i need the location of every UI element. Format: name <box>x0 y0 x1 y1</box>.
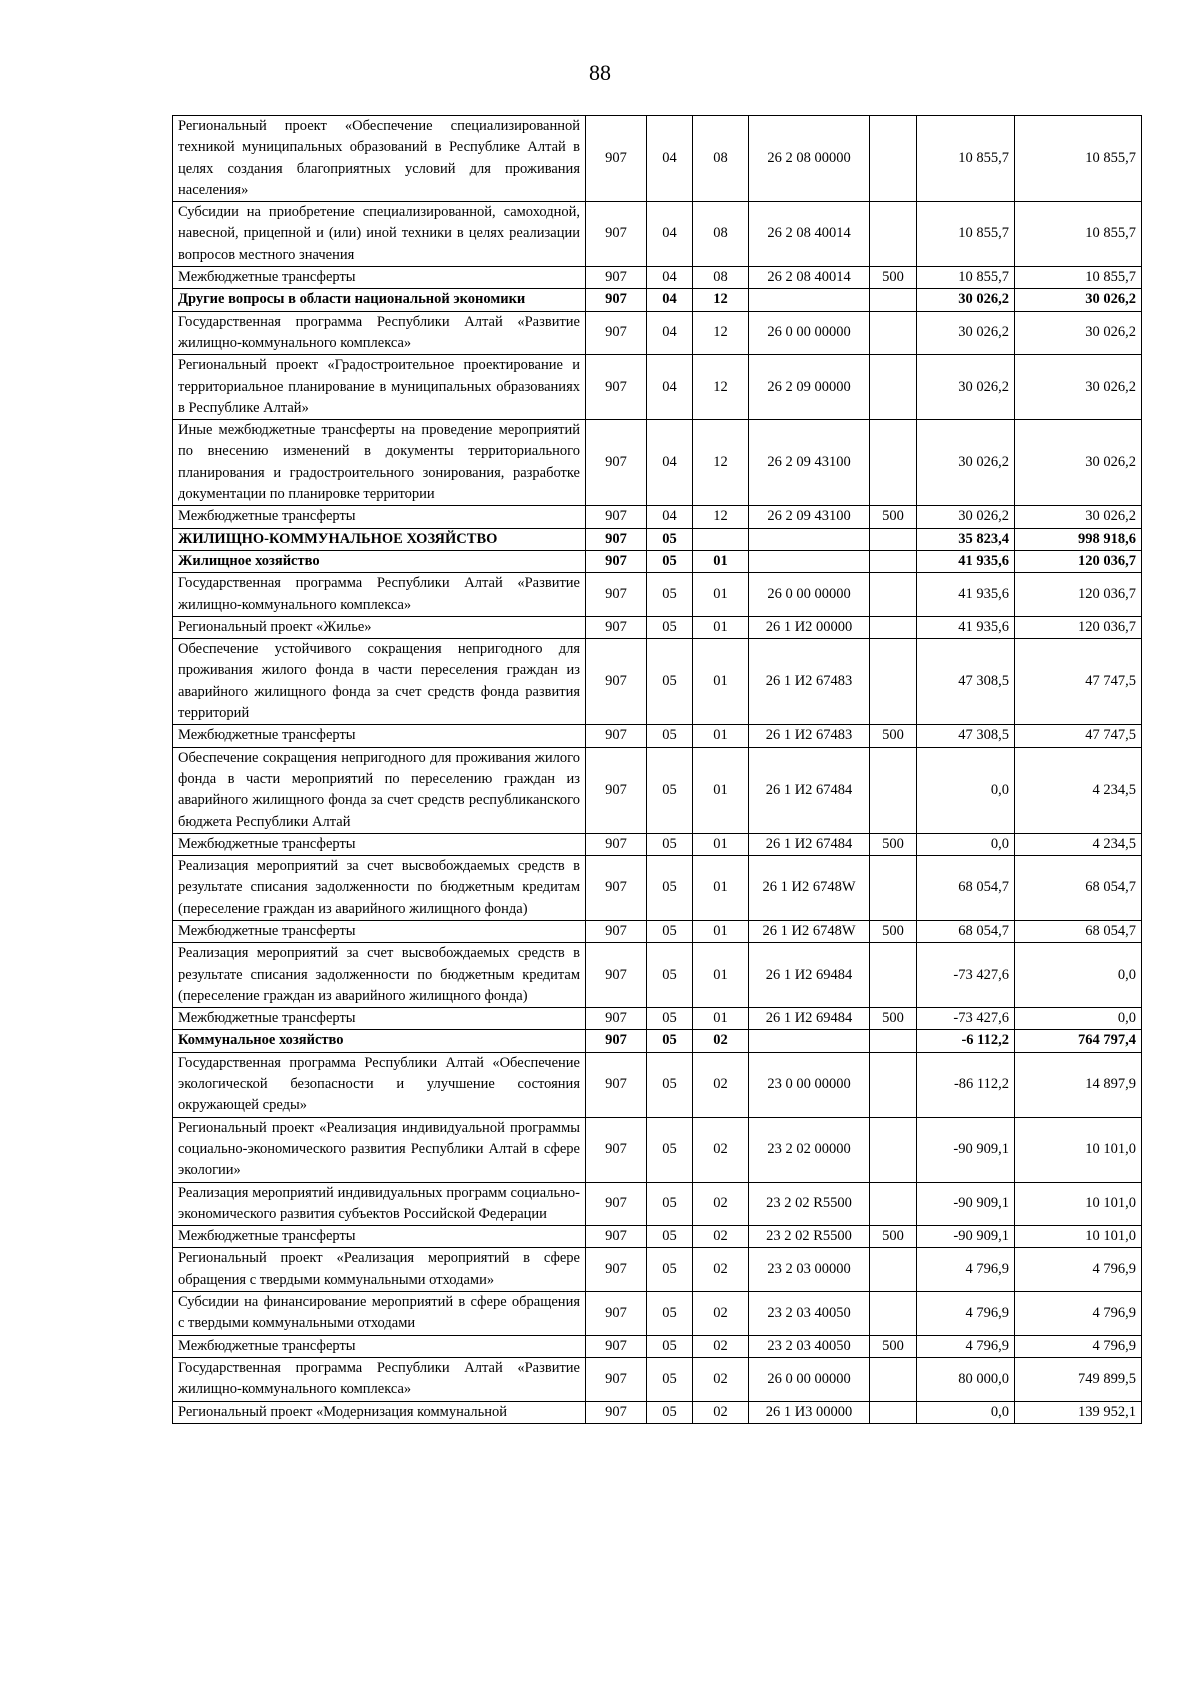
cell-subsection: 01 <box>693 856 749 921</box>
cell-grbs: 907 <box>586 267 647 289</box>
table-row <box>173 267 1142 289</box>
cell-grbs: 907 <box>586 1182 647 1226</box>
cell-amount-2: 764 797,4 <box>1015 1030 1142 1052</box>
cell-grbs: 907 <box>586 528 647 550</box>
cell-name: Государственная программа Республики Алтай «Развитие жилищно-коммунального комплекса» <box>173 573 586 617</box>
cell-grbs: 907 <box>586 355 647 420</box>
cell-section: 05 <box>647 573 693 617</box>
table-row <box>173 573 1142 617</box>
cell-subsection: 02 <box>693 1030 749 1052</box>
cell-name: Государственная программа Республики Алтай «Развитие жилищно-коммунального комплекса» <box>173 1357 586 1401</box>
cell-name: Реализация мероприятий за счет высвобождаемых средств в результате списания задолженности по бюджетным кредитам (переселение граждан из аварийного жилищного фонда) <box>173 943 586 1008</box>
table-row <box>173 856 1142 921</box>
cell-expense-type <box>870 943 917 1008</box>
cell-subsection: 12 <box>693 506 749 528</box>
cell-amount-2: 4 796,9 <box>1015 1292 1142 1336</box>
cell-amount-1: -90 909,1 <box>917 1182 1015 1226</box>
cell-expense-type <box>870 202 917 267</box>
cell-amount-2: 0,0 <box>1015 1008 1142 1030</box>
cell-amount-2: 30 026,2 <box>1015 506 1142 528</box>
cell-amount-1: 35 823,4 <box>917 528 1015 550</box>
cell-amount-1: 0,0 <box>917 833 1015 855</box>
cell-name: Региональный проект «Модернизация коммунальной <box>173 1401 586 1423</box>
cell-section: 05 <box>647 1182 693 1226</box>
cell-expense-type <box>870 747 917 833</box>
table-body <box>173 116 1142 1424</box>
cell-expense-type <box>870 1052 917 1117</box>
table-row <box>173 355 1142 420</box>
cell-expense-type <box>870 528 917 550</box>
cell-amount-1: 30 026,2 <box>917 355 1015 420</box>
table-row <box>173 1357 1142 1401</box>
cell-expense-type <box>870 573 917 617</box>
cell-grbs: 907 <box>586 311 647 355</box>
cell-target-article: 23 2 02 R5500 <box>749 1182 870 1226</box>
cell-subsection: 08 <box>693 116 749 202</box>
cell-target-article: 26 1 И2 6748W <box>749 856 870 921</box>
cell-grbs: 907 <box>586 1030 647 1052</box>
table-row <box>173 289 1142 311</box>
cell-subsection: 12 <box>693 420 749 506</box>
cell-expense-type: 500 <box>870 920 917 942</box>
cell-section: 05 <box>647 1117 693 1182</box>
table-row <box>173 1226 1142 1248</box>
cell-section: 05 <box>647 1052 693 1117</box>
cell-subsection: 01 <box>693 920 749 942</box>
cell-amount-2: 10 855,7 <box>1015 116 1142 202</box>
cell-amount-2: 47 747,5 <box>1015 725 1142 747</box>
cell-grbs: 907 <box>586 550 647 572</box>
cell-section: 05 <box>647 1292 693 1336</box>
cell-target-article: 26 2 08 00000 <box>749 116 870 202</box>
cell-name: Региональный проект «Реализация мероприятий в сфере обращения с твердыми коммунальными отходами» <box>173 1248 586 1292</box>
table-row <box>173 1335 1142 1357</box>
cell-target-article <box>749 528 870 550</box>
cell-section: 04 <box>647 116 693 202</box>
cell-name: Государственная программа Республики Алтай «Обеспечение экологической безопасности и улучшение состояния окружающей среды» <box>173 1052 586 1117</box>
cell-expense-type: 500 <box>870 1335 917 1357</box>
cell-amount-2: 10 101,0 <box>1015 1226 1142 1248</box>
table-row <box>173 420 1142 506</box>
cell-amount-1: 0,0 <box>917 1401 1015 1423</box>
cell-subsection: 01 <box>693 943 749 1008</box>
cell-grbs: 907 <box>586 1248 647 1292</box>
cell-subsection: 01 <box>693 725 749 747</box>
table-row <box>173 528 1142 550</box>
cell-amount-1: 10 855,7 <box>917 267 1015 289</box>
cell-amount-1: 80 000,0 <box>917 1357 1015 1401</box>
cell-target-article: 26 1 И2 00000 <box>749 616 870 638</box>
cell-amount-1: 30 026,2 <box>917 506 1015 528</box>
cell-target-article: 26 2 09 43100 <box>749 420 870 506</box>
cell-name: Обеспечение устойчивого сокращения непригодного для проживания жилого фонда в части переселения граждан из аварийного жилищного фонда за счет средств фонда развития территорий <box>173 639 586 725</box>
table-row <box>173 920 1142 942</box>
cell-section: 04 <box>647 420 693 506</box>
cell-expense-type <box>870 856 917 921</box>
cell-target-article: 26 0 00 00000 <box>749 1357 870 1401</box>
cell-amount-2: 749 899,5 <box>1015 1357 1142 1401</box>
cell-amount-2: 30 026,2 <box>1015 311 1142 355</box>
cell-name: Межбюджетные трансферты <box>173 833 586 855</box>
cell-section: 05 <box>647 833 693 855</box>
table-row <box>173 725 1142 747</box>
cell-amount-1: 10 855,7 <box>917 116 1015 202</box>
cell-amount-2: 14 897,9 <box>1015 1052 1142 1117</box>
cell-target-article: 26 0 00 00000 <box>749 573 870 617</box>
cell-name: Субсидии на финансирование мероприятий в сфере обращения с твердыми коммунальными отходами <box>173 1292 586 1336</box>
cell-grbs: 907 <box>586 1226 647 1248</box>
cell-subsection: 01 <box>693 639 749 725</box>
cell-name: Межбюджетные трансферты <box>173 920 586 942</box>
cell-target-article: 23 2 03 40050 <box>749 1292 870 1336</box>
cell-section: 05 <box>647 1226 693 1248</box>
cell-amount-2: 4 796,9 <box>1015 1248 1142 1292</box>
cell-subsection: 12 <box>693 311 749 355</box>
cell-section: 04 <box>647 311 693 355</box>
cell-expense-type <box>870 420 917 506</box>
cell-section: 05 <box>647 1008 693 1030</box>
cell-section: 05 <box>647 943 693 1008</box>
cell-amount-1: -73 427,6 <box>917 943 1015 1008</box>
cell-target-article: 26 1 И2 69484 <box>749 943 870 1008</box>
cell-amount-1: 47 308,5 <box>917 639 1015 725</box>
cell-grbs: 907 <box>586 202 647 267</box>
cell-grbs: 907 <box>586 943 647 1008</box>
cell-subsection: 12 <box>693 289 749 311</box>
cell-amount-1: 68 054,7 <box>917 856 1015 921</box>
cell-grbs: 907 <box>586 289 647 311</box>
table-row <box>173 1030 1142 1052</box>
cell-expense-type: 500 <box>870 1008 917 1030</box>
cell-target-article: 26 1 И2 6748W <box>749 920 870 942</box>
cell-name: Обеспечение сокращения непригодного для проживания жилого фонда в части мероприятий по переселению граждан из аварийного жилищного фонда за счет средств республиканского бюджета Республики Алтай <box>173 747 586 833</box>
cell-subsection: 02 <box>693 1226 749 1248</box>
cell-name: Коммунальное хозяйство <box>173 1030 586 1052</box>
cell-grbs: 907 <box>586 506 647 528</box>
cell-target-article <box>749 550 870 572</box>
cell-amount-2: 139 952,1 <box>1015 1401 1142 1423</box>
cell-name: Межбюджетные трансферты <box>173 725 586 747</box>
cell-target-article: 26 1 И2 67484 <box>749 833 870 855</box>
cell-subsection: 02 <box>693 1182 749 1226</box>
cell-target-article: 23 2 02 00000 <box>749 1117 870 1182</box>
cell-amount-2: 10 855,7 <box>1015 202 1142 267</box>
cell-expense-type: 500 <box>870 1226 917 1248</box>
cell-amount-2: 10 101,0 <box>1015 1117 1142 1182</box>
budget-table <box>172 115 1142 1424</box>
cell-subsection: 01 <box>693 833 749 855</box>
cell-expense-type <box>870 1182 917 1226</box>
cell-amount-2: 998 918,6 <box>1015 528 1142 550</box>
cell-target-article: 23 2 02 R5500 <box>749 1226 870 1248</box>
cell-subsection: 02 <box>693 1052 749 1117</box>
table-row <box>173 1248 1142 1292</box>
cell-amount-1: -90 909,1 <box>917 1226 1015 1248</box>
cell-subsection <box>693 528 749 550</box>
cell-name: Жилищное хозяйство <box>173 550 586 572</box>
cell-section: 05 <box>647 616 693 638</box>
cell-target-article: 26 1 И2 67483 <box>749 639 870 725</box>
cell-grbs: 907 <box>586 747 647 833</box>
cell-amount-2: 120 036,7 <box>1015 550 1142 572</box>
cell-expense-type <box>870 289 917 311</box>
cell-subsection: 01 <box>693 616 749 638</box>
cell-expense-type <box>870 1357 917 1401</box>
cell-amount-1: -73 427,6 <box>917 1008 1015 1030</box>
cell-name: Реализация мероприятий индивидуальных программ социально-экономического развития субъектов Российской Федерации <box>173 1182 586 1226</box>
cell-expense-type: 500 <box>870 267 917 289</box>
cell-name: Региональный проект «Градостроительное проектирование и территориальное планирование в муниципальных образованиях в Республике Алтай» <box>173 355 586 420</box>
table-row <box>173 639 1142 725</box>
cell-name: ЖИЛИЩНО-КОММУНАЛЬНОЕ ХОЗЯЙСТВО <box>173 528 586 550</box>
table-row <box>173 1117 1142 1182</box>
cell-subsection: 02 <box>693 1357 749 1401</box>
cell-subsection: 01 <box>693 573 749 617</box>
cell-amount-1: 30 026,2 <box>917 420 1015 506</box>
cell-grbs: 907 <box>586 1292 647 1336</box>
table-row <box>173 616 1142 638</box>
table-row <box>173 116 1142 202</box>
cell-amount-2: 120 036,7 <box>1015 616 1142 638</box>
cell-name: Иные межбюджетные трансферты на проведение мероприятий по внесению изменений в документы территориального планирования и градостроительного зонирования, разработке документации по планировке территории <box>173 420 586 506</box>
cell-amount-1: 41 935,6 <box>917 616 1015 638</box>
cell-name: Государственная программа Республики Алтай «Развитие жилищно-коммунального комплекса» <box>173 311 586 355</box>
cell-amount-1: 47 308,5 <box>917 725 1015 747</box>
cell-amount-1: -90 909,1 <box>917 1117 1015 1182</box>
cell-amount-1: 4 796,9 <box>917 1248 1015 1292</box>
cell-section: 04 <box>647 289 693 311</box>
table-row <box>173 1292 1142 1336</box>
cell-section: 05 <box>647 1357 693 1401</box>
cell-expense-type <box>870 1401 917 1423</box>
table-row <box>173 1008 1142 1030</box>
cell-amount-1: 4 796,9 <box>917 1292 1015 1336</box>
cell-section: 05 <box>647 1248 693 1292</box>
cell-target-article: 26 2 09 43100 <box>749 506 870 528</box>
cell-target-article: 26 1 И3 00000 <box>749 1401 870 1423</box>
cell-amount-1: 4 796,9 <box>917 1335 1015 1357</box>
cell-expense-type <box>870 616 917 638</box>
cell-amount-2: 47 747,5 <box>1015 639 1142 725</box>
cell-amount-2: 30 026,2 <box>1015 420 1142 506</box>
table-row <box>173 311 1142 355</box>
cell-section: 05 <box>647 1335 693 1357</box>
cell-name: Межбюджетные трансферты <box>173 1008 586 1030</box>
cell-expense-type <box>870 1030 917 1052</box>
cell-expense-type <box>870 116 917 202</box>
cell-expense-type <box>870 1117 917 1182</box>
cell-target-article <box>749 1030 870 1052</box>
cell-target-article: 26 1 И2 67484 <box>749 747 870 833</box>
cell-amount-2: 4 234,5 <box>1015 833 1142 855</box>
cell-target-article: 26 2 08 40014 <box>749 267 870 289</box>
cell-amount-2: 10 101,0 <box>1015 1182 1142 1226</box>
cell-grbs: 907 <box>586 1117 647 1182</box>
table-row <box>173 833 1142 855</box>
cell-section: 05 <box>647 920 693 942</box>
cell-expense-type <box>870 355 917 420</box>
cell-section: 04 <box>647 355 693 420</box>
cell-grbs: 907 <box>586 833 647 855</box>
cell-section: 04 <box>647 506 693 528</box>
cell-amount-1: 10 855,7 <box>917 202 1015 267</box>
cell-expense-type: 500 <box>870 833 917 855</box>
cell-name: Межбюджетные трансферты <box>173 1226 586 1248</box>
cell-amount-1: 30 026,2 <box>917 289 1015 311</box>
table-row <box>173 1052 1142 1117</box>
cell-target-article <box>749 289 870 311</box>
cell-target-article: 26 1 И2 67483 <box>749 725 870 747</box>
cell-section: 05 <box>647 550 693 572</box>
cell-subsection: 12 <box>693 355 749 420</box>
cell-subsection: 02 <box>693 1117 749 1182</box>
table-row <box>173 943 1142 1008</box>
cell-section: 05 <box>647 1030 693 1052</box>
cell-target-article: 26 2 08 40014 <box>749 202 870 267</box>
cell-subsection: 02 <box>693 1248 749 1292</box>
cell-subsection: 01 <box>693 550 749 572</box>
cell-grbs: 907 <box>586 1401 647 1423</box>
cell-expense-type <box>870 1248 917 1292</box>
cell-subsection: 02 <box>693 1401 749 1423</box>
table-row <box>173 747 1142 833</box>
cell-section: 05 <box>647 725 693 747</box>
cell-name: Другие вопросы в области национальной экономики <box>173 289 586 311</box>
cell-amount-2: 68 054,7 <box>1015 920 1142 942</box>
cell-name: Региональный проект «Реализация индивидуальной программы социально-экономического развития Республики Алтай в сфере экологии» <box>173 1117 586 1182</box>
cell-amount-2: 0,0 <box>1015 943 1142 1008</box>
cell-name: Межбюджетные трансферты <box>173 267 586 289</box>
cell-amount-1: 68 054,7 <box>917 920 1015 942</box>
cell-amount-1: -86 112,2 <box>917 1052 1015 1117</box>
cell-name: Межбюджетные трансферты <box>173 1335 586 1357</box>
cell-amount-2: 30 026,2 <box>1015 289 1142 311</box>
table-row <box>173 550 1142 572</box>
cell-expense-type <box>870 1292 917 1336</box>
cell-expense-type: 500 <box>870 506 917 528</box>
cell-expense-type <box>870 639 917 725</box>
cell-grbs: 907 <box>586 639 647 725</box>
cell-grbs: 907 <box>586 856 647 921</box>
cell-amount-1: -6 112,2 <box>917 1030 1015 1052</box>
cell-grbs: 907 <box>586 573 647 617</box>
cell-subsection: 02 <box>693 1292 749 1336</box>
cell-name: Реализация мероприятий за счет высвобождаемых средств в результате списания задолженности по бюджетным кредитам (переселение граждан из аварийного жилищного фонда) <box>173 856 586 921</box>
cell-section: 05 <box>647 1401 693 1423</box>
cell-amount-1: 41 935,6 <box>917 573 1015 617</box>
cell-amount-1: 30 026,2 <box>917 311 1015 355</box>
cell-target-article: 26 1 И2 69484 <box>749 1008 870 1030</box>
cell-section: 05 <box>647 747 693 833</box>
cell-amount-2: 30 026,2 <box>1015 355 1142 420</box>
cell-amount-1: 0,0 <box>917 747 1015 833</box>
cell-subsection: 08 <box>693 267 749 289</box>
cell-amount-2: 68 054,7 <box>1015 856 1142 921</box>
cell-target-article: 23 2 03 00000 <box>749 1248 870 1292</box>
cell-amount-2: 4 234,5 <box>1015 747 1142 833</box>
cell-target-article: 23 2 03 40050 <box>749 1335 870 1357</box>
table-row <box>173 506 1142 528</box>
cell-target-article: 23 0 00 00000 <box>749 1052 870 1117</box>
cell-subsection: 01 <box>693 747 749 833</box>
cell-section: 05 <box>647 639 693 725</box>
cell-section: 05 <box>647 856 693 921</box>
cell-expense-type <box>870 311 917 355</box>
cell-section: 05 <box>647 528 693 550</box>
cell-amount-2: 120 036,7 <box>1015 573 1142 617</box>
cell-target-article: 26 0 00 00000 <box>749 311 870 355</box>
cell-section: 04 <box>647 267 693 289</box>
cell-amount-1: 41 935,6 <box>917 550 1015 572</box>
cell-name: Межбюджетные трансферты <box>173 506 586 528</box>
cell-subsection: 02 <box>693 1335 749 1357</box>
table-row <box>173 1182 1142 1226</box>
cell-grbs: 907 <box>586 1335 647 1357</box>
cell-grbs: 907 <box>586 420 647 506</box>
cell-amount-2: 10 855,7 <box>1015 267 1142 289</box>
cell-name: Региональный проект «Жилье» <box>173 616 586 638</box>
cell-grbs: 907 <box>586 1052 647 1117</box>
cell-subsection: 08 <box>693 202 749 267</box>
cell-expense-type: 500 <box>870 725 917 747</box>
cell-grbs: 907 <box>586 1008 647 1030</box>
cell-target-article: 26 2 09 00000 <box>749 355 870 420</box>
cell-grbs: 907 <box>586 116 647 202</box>
page-number: 88 <box>589 60 611 85</box>
cell-grbs: 907 <box>586 920 647 942</box>
cell-name: Региональный проект «Обеспечение специализированной техникой муниципальных образований в Республике Алтай в целях создания благоприятных условий для проживания населения» <box>173 116 586 202</box>
cell-grbs: 907 <box>586 616 647 638</box>
table-row <box>173 1401 1142 1423</box>
cell-grbs: 907 <box>586 1357 647 1401</box>
cell-name: Субсидии на приобретение специализированной, самоходной, навесной, прицепной и (или) иной техники в целях реализации вопросов местного значения <box>173 202 586 267</box>
cell-grbs: 907 <box>586 725 647 747</box>
cell-section: 04 <box>647 202 693 267</box>
cell-subsection: 01 <box>693 1008 749 1030</box>
table-row <box>173 202 1142 267</box>
cell-expense-type <box>870 550 917 572</box>
cell-amount-2: 4 796,9 <box>1015 1335 1142 1357</box>
